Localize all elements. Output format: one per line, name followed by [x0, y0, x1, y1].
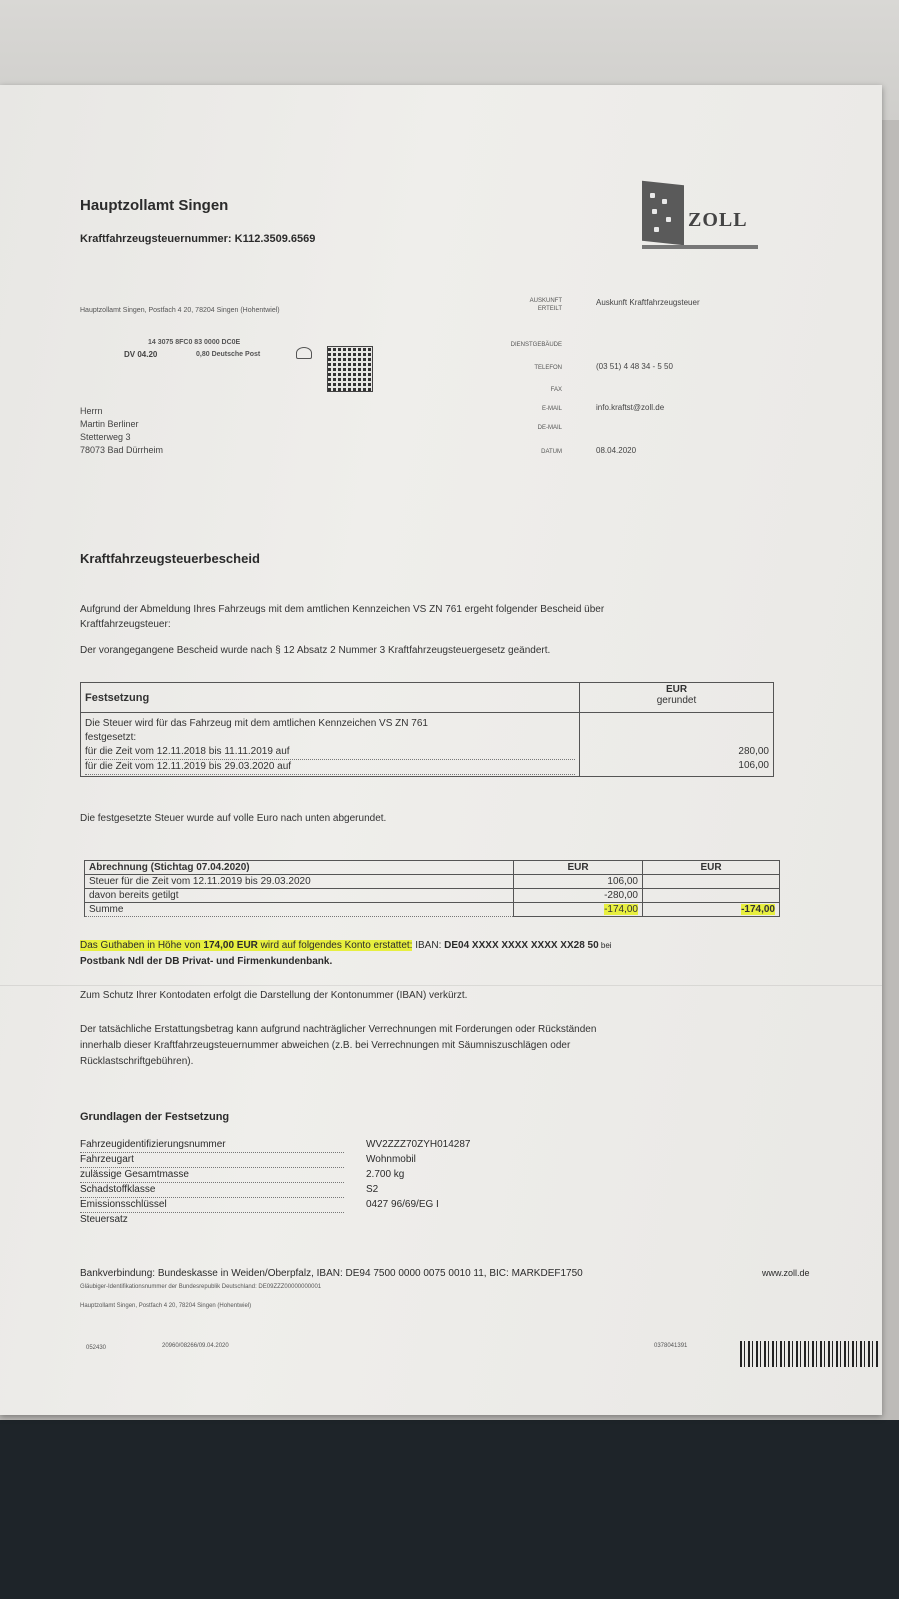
festsetzung-eur-header — [580, 683, 774, 713]
grundlagen-label: zulässige Gesamtmasse — [80, 1168, 344, 1183]
office-name: Hauptzollamt Singen — [80, 197, 229, 214]
refund-iban-label: IBAN: — [412, 940, 445, 951]
grundlagen-label: Emissionsschlüssel — [80, 1198, 344, 1213]
footer-code-right: 0378041391 — [654, 1343, 688, 1349]
intro-line-2: Der vorangegangene Bescheid wurde nach § 12 Absatz 2 Nummer 3 Kraftfahrzeugsteuergesetz geändert. — [80, 645, 551, 656]
grundlagen-value: 2.700 kg — [366, 1169, 405, 1180]
privacy-note: Zum Schutz Ihrer Kontodaten erfolgt die Darstellung der Kontonummer (IBAN) verkürzt. — [80, 990, 468, 1001]
offset-note — [80, 1022, 596, 1070]
contact-value-date: 08.04.2020 — [596, 446, 637, 455]
abrechnung-eur-1: EUR — [514, 861, 643, 875]
tax-number: K112.3509.6569 — [234, 233, 316, 245]
refund-text-1: Das Guthaben in Höhe von — [80, 940, 204, 951]
intro-line-1b: Kraftfahrzeugsteuer: — [80, 619, 171, 630]
tax-number-line — [80, 233, 315, 245]
refund-amount: 174,00 EUR — [203, 940, 258, 951]
festsetzung-row-3: für die Zeit vom 12.11.2018 bis 11.11.2019 auf — [85, 745, 575, 760]
footer-creditor-id: Gläubiger-Identifikationsnummer der Bundesrepublik Deutschland: DE09ZZZ00000000001 — [80, 1284, 322, 1290]
grundlagen-label: Schadstoffklasse — [80, 1183, 344, 1198]
grundlagen-value: WV2ZZZ70ZYH014287 — [366, 1139, 471, 1150]
abrechnung-row-1: Steuer für die Zeit vom 12.11.2019 bis 29.03.2020 — [85, 875, 514, 889]
abrechnung-row-1-empty — [643, 875, 780, 889]
rounding-note: Die festgesetzte Steuer wurde auf volle Euro nach unten abgerundet. — [80, 813, 387, 824]
festsetzung-values — [580, 713, 774, 777]
contact-label-date: DATUM — [541, 449, 562, 455]
datamatrix-code — [328, 347, 372, 391]
festsetzung-table — [80, 682, 774, 777]
festsetzung-gerundet: gerundet — [656, 695, 697, 706]
abrechnung-row-3: Summe — [85, 903, 514, 917]
abrechnung-header: Abrechnung (Stichtag 07.04.2020) — [85, 861, 514, 875]
contact-label-phone: TELEFON — [534, 365, 562, 371]
grundlagen-row — [80, 1168, 471, 1183]
refund-bank: Postbank Ndl der DB Privat- und Firmenkundenbank. — [80, 956, 333, 967]
eagle-emblem-icon — [642, 181, 684, 245]
refund-iban: DE04 XXXX XXXX XXXX XX28 50 — [444, 940, 599, 951]
grundlagen-row — [80, 1198, 471, 1213]
festsetzung-body — [81, 713, 580, 777]
recipient-salutation: Herrn — [80, 406, 103, 416]
offset-note-line-1: Der tatsächliche Erstattungsbetrag kann aufgrund nachträglicher Verrechnungen mit Forderungen oder Rückständen — [80, 1024, 597, 1035]
abrechnung-total-cell — [643, 903, 780, 917]
offset-note-line-2: innerhalb dieser Kraftfahrzeugsteuernummer abweichen (z.B. bei Verrechnungen mit Säumniszuschlägen oder — [80, 1040, 571, 1051]
festsetzung-row-1: Die Steuer wird für das Fahrzeug mit dem amtlichen Kennzeichen VS ZN 761 — [85, 718, 428, 729]
contact-value-email: info.kraftst@zoll.de — [596, 403, 665, 412]
abrechnung-row-3-cell — [514, 903, 643, 917]
footer-bank: Bankverbindung: Bundeskasse in Weiden/Oberpfalz, IBAN: DE94 7500 0000 0075 0010 11, BIC: MARKDEF1750 — [80, 1268, 583, 1279]
grundlagen-title: Grundlagen der Festsetzung — [80, 1111, 230, 1123]
festsetzung-value-1: 280,00 — [738, 746, 769, 757]
footer-address: Hauptzollamt Singen, Postfach 4 20, 78204 Singen (Hohentwiel) — [80, 1303, 252, 1309]
grundlagen-value: Wohnmobil — [366, 1154, 416, 1165]
footer-code-mid: 20960/08266/09.04.2020 — [162, 1343, 229, 1349]
abrechnung-row-2-empty — [643, 889, 780, 903]
contact-label-auskunft: AUSKUNFT ERTEILT — [529, 298, 562, 312]
abrechnung-row-2-value: -280,00 — [514, 889, 643, 903]
grundlagen-row — [80, 1183, 471, 1198]
sender-return-line: Hauptzollamt Singen, Postfach 4 20, 78204 Singen (Hohentwiel) — [80, 307, 280, 314]
grundlagen-row — [80, 1138, 471, 1153]
abrechnung-row-3-value: -174,00 — [604, 904, 638, 915]
abrechnung-row-1-value: 106,00 — [514, 875, 643, 889]
post-horn-icon — [296, 347, 312, 359]
zoll-logo — [642, 183, 758, 247]
offset-note-line-3: Rücklastschriftgebühren). — [80, 1056, 194, 1067]
logo-text: ZOLL — [688, 209, 748, 231]
contact-label-building: DIENSTGEBÄUDE — [510, 342, 562, 348]
background-table-surface — [0, 1420, 899, 1599]
contact-label-fax: FAX — [550, 387, 562, 393]
postage-dv: DV 04.20 — [124, 350, 158, 359]
refund-bei: bei — [598, 941, 612, 950]
postage-code: 14 3075 8FC0 83 0000 DC0E — [148, 339, 241, 346]
footer-website: www.zoll.de — [762, 1268, 810, 1278]
refund-line — [80, 940, 612, 951]
postage-amount: 0,80 Deutsche Post — [196, 351, 261, 358]
recipient-street: Stetterweg 3 — [80, 432, 131, 442]
contact-label-email: E-MAIL — [541, 406, 562, 412]
contact-label-demail: DE-MAIL — [537, 425, 562, 431]
grundlagen-list — [80, 1138, 471, 1227]
recipient-city: 78073 Bad Dürrheim — [80, 445, 164, 455]
festsetzung-header: Festsetzung — [81, 683, 580, 713]
abrechnung-table — [84, 860, 780, 917]
abrechnung-row-2: davon bereits getilgt — [85, 889, 514, 903]
grundlagen-label: Fahrzeugart — [80, 1153, 344, 1168]
festsetzung-row-4: für die Zeit vom 12.11.2019 bis 29.03.2020 auf — [85, 760, 575, 775]
festsetzung-value-2: 106,00 — [738, 760, 769, 771]
contact-value-auskunft: Auskunft Kraftfahrzeugsteuer — [596, 298, 700, 307]
grundlagen-label: Fahrzeugidentifizierungsnummer — [80, 1138, 344, 1153]
page-fold — [0, 985, 882, 986]
grundlagen-label: Steuersatz — [80, 1214, 128, 1225]
notice-title: Kraftfahrzeugsteuerbescheid — [80, 551, 260, 566]
festsetzung-eur: EUR — [665, 684, 688, 695]
abrechnung-total: -174,00 — [741, 904, 775, 915]
refund-text-2: wird auf folgendes Konto erstattet: — [257, 940, 413, 951]
grundlagen-value: S2 — [366, 1184, 379, 1195]
recipient-name: Martin Berliner — [80, 419, 139, 429]
intro-line-1: Aufgrund der Abmeldung Ihres Fahrzeugs mit dem amtlichen Kennzeichen VS ZN 761 ergeht folgender Bescheid über — [80, 604, 605, 615]
recipient-address — [80, 405, 163, 457]
contact-value-phone: (03 51) 4 48 34 - 5 50 — [596, 362, 673, 371]
footer-code-left: 052430 — [86, 1345, 107, 1351]
festsetzung-row-2: festgesetzt: — [85, 732, 137, 743]
tax-number-label: Kraftfahrzeugsteuernummer: — [80, 233, 232, 245]
grundlagen-value: 0427 96/69/EG I — [366, 1199, 439, 1210]
barcode — [740, 1341, 880, 1367]
logo-bar — [642, 245, 758, 249]
abrechnung-eur-2: EUR — [643, 861, 780, 875]
grundlagen-row — [80, 1153, 471, 1168]
tax-notice-page — [0, 85, 882, 1415]
grundlagen-row — [80, 1213, 471, 1227]
